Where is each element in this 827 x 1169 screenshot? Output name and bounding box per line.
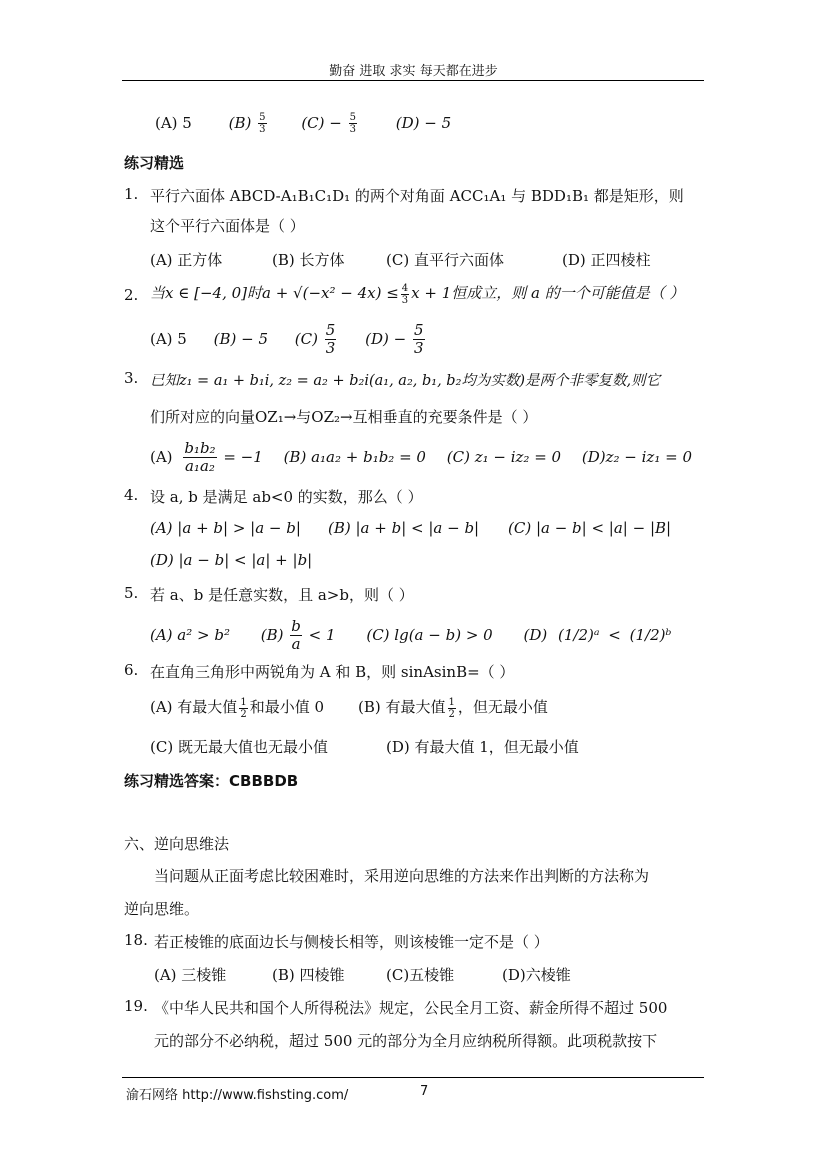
q5-stem: 若 a、b 是任意实数，且 a>b，则（ ） <box>150 586 414 604</box>
q3-option-a-label: (A) <box>150 447 173 466</box>
section6-paragraph-line1: 当问题从正面考虑比较困难时，采用逆向思维的方法来作出判断的方法称为 <box>154 867 650 885</box>
q6-option-b: (B) 有最大值 $\frac{1}{2}$ ，但无最小值 <box>358 696 548 720</box>
q5-option-d-left: (1/2)ᵃ <box>558 625 600 644</box>
q18-option-a: (A) 三棱锥 <box>154 966 227 984</box>
q2-option-b: (B) − 5 <box>213 329 269 348</box>
answers-value: CBBBDB <box>229 772 299 790</box>
top-option-d: (D) − 5 <box>395 113 452 132</box>
q5-option-b-label: (B) <box>260 625 284 644</box>
q1-number: 1. <box>124 185 139 203</box>
q3-option-a-fraction: $\frac{\text{b₁b₂}}{\text{a₁a₂}}$ <box>184 439 216 475</box>
q18-option-d: (D)六棱锥 <box>502 966 571 984</box>
answers-label: 练习精选答案： <box>124 772 230 790</box>
q19-stem-line1: 《中华人民共和国个人所得税法》规定，公民全月工资、薪金所得不超过 500 <box>154 999 668 1017</box>
top-option-c: (C) − <box>301 113 342 132</box>
q18-option-c: (C)五棱锥 <box>386 966 455 984</box>
q3-option-c: (C) z₁ − iz₂ = 0 <box>446 447 562 466</box>
q5-number: 5. <box>124 584 139 602</box>
q2-option-d: (D) − <box>365 329 407 348</box>
q4-option-c: (C) |a − b| < |a| − |B| <box>508 519 672 537</box>
q1-option-d: (D) 正四棱柱 <box>562 251 651 269</box>
q6-option-c: (C) 既无最大值也无最小值 <box>150 738 328 756</box>
top-option-c-fraction: $\frac{5}{3}$ <box>349 112 356 135</box>
section-title-practice: 练习精选 <box>124 154 185 172</box>
q6-stem: 在直角三角形中两锐角为 A 和 B，则 sinAsinB=（ ） <box>150 663 515 681</box>
q5-option-d-label: (D) <box>523 625 548 644</box>
q19-stem-line2: 元的部分不必纳税，超过 500 元的部分为全月应纳税所得额。此项税款按下 <box>154 1032 658 1050</box>
q18-stem: 若正棱锥的底面边长与侧棱长相等，则该棱锥一定不是（ ） <box>154 933 549 951</box>
q3-options-row <box>150 440 692 475</box>
q5-option-b-fraction: $\frac{b}{a}$ <box>291 617 301 653</box>
q2-stem: 当x ∈ [−4, 0]时a + √(−x² − 4x) ≤ $\frac{4}{3}$ x + 1恒成立，则 a 的一个可能值是（ ） <box>150 282 685 306</box>
footer-divider <box>122 1077 704 1078</box>
q6-option-b-fraction: $\frac{1}{2}$ <box>448 696 455 720</box>
q2-option-a: (A) 5 <box>150 329 187 348</box>
page-header: 勤奋 进取 求实 每天都在进步 <box>329 64 498 79</box>
q2-option-c-fraction: $\frac{5}{3}$ <box>325 321 336 357</box>
q3-stem-line1: 已知z₁ = a₁ + b₁i, z₂ = a₂ + b₂i(a₁, a₂, b₁, b₂均为实数)是两个非零复数,则它 <box>150 373 661 389</box>
page-number: 7 <box>420 1084 429 1099</box>
q2-options-row <box>150 322 427 357</box>
q4-option-d: (D) |a − b| < |a| + |b| <box>150 551 313 569</box>
q5-option-a: (A) a² > b² <box>150 625 230 644</box>
q1-stem-line2: 这个平行六面体是（ ） <box>150 217 305 235</box>
q18-option-b: (B) 四棱锥 <box>272 966 345 984</box>
section6-paragraph-line2: 逆向思维。 <box>124 900 200 918</box>
q2-number: 2. <box>124 286 139 304</box>
top-option-b-fraction: $\frac{5}{3}$ <box>259 112 266 135</box>
q5-option-d-rel: < <box>608 625 621 644</box>
q1-stem-line1: 平行六面体 ABCD-A₁B₁C₁D₁ 的两个对角面 ACC₁A₁ 与 BDD₁B₁ 都是矩形，则 <box>150 187 684 205</box>
top-option-a: (A) 5 <box>155 113 192 132</box>
q5-option-b-rel: < 1 <box>308 625 336 644</box>
q4-option-b: (B) |a + b| < |a − b| <box>328 519 480 537</box>
q18-number: 18. <box>124 931 148 949</box>
q19-number: 19. <box>124 997 148 1015</box>
q3-option-b: (B) a₁a₂ + b₁b₂ = 0 <box>283 447 426 466</box>
q3-stem-line2: 们所对应的向量OZ₁→与OZ₂→互相垂直的充要条件是（ ） <box>150 408 538 426</box>
footer-site: 渝石网络 http://www.fishsting.com/ <box>126 1088 349 1103</box>
q4-option-a: (A) |a + b| > |a − b| <box>150 519 301 537</box>
header-divider <box>122 80 704 81</box>
q6-number: 6. <box>124 661 139 679</box>
section-title-reverse-thinking: 六、逆向思维法 <box>124 835 230 853</box>
q1-option-a: (A) 正方体 <box>150 251 223 269</box>
q6-option-d: (D) 有最大值 1，但无最小值 <box>386 738 579 756</box>
q4-stem: 设 a, b 是满足 ab<0 的实数，那么（ ） <box>150 488 423 506</box>
answers-line <box>124 770 298 791</box>
q3-option-d: (D)z₂ − iz₁ = 0 <box>581 447 692 466</box>
q6-option-a-fraction: $\frac{1}{2}$ <box>240 696 247 720</box>
q6-option-a: (A) 有最大值 $\frac{1}{2}$ 和最小值 0 <box>150 696 324 720</box>
q2-fraction: $\frac{4}{3}$ <box>401 282 409 306</box>
q3-number: 3. <box>124 369 139 387</box>
q1-option-b: (B) 长方体 <box>272 251 345 269</box>
top-options-row <box>155 112 451 135</box>
top-option-b: (B) <box>228 113 252 132</box>
q3-option-a-rel: = −1 <box>223 447 263 466</box>
q4-number: 4. <box>124 486 139 504</box>
q5-options-row <box>150 618 671 653</box>
q2-option-d-fraction: $\frac{5}{3}$ <box>413 321 424 357</box>
q5-option-d-right: (1/2)ᵇ <box>629 625 672 644</box>
q5-option-c: (C) lg(a − b) > 0 <box>366 625 493 644</box>
q2-option-c: (C) <box>294 329 318 348</box>
q1-option-c: (C) 直平行六面体 <box>386 251 504 269</box>
